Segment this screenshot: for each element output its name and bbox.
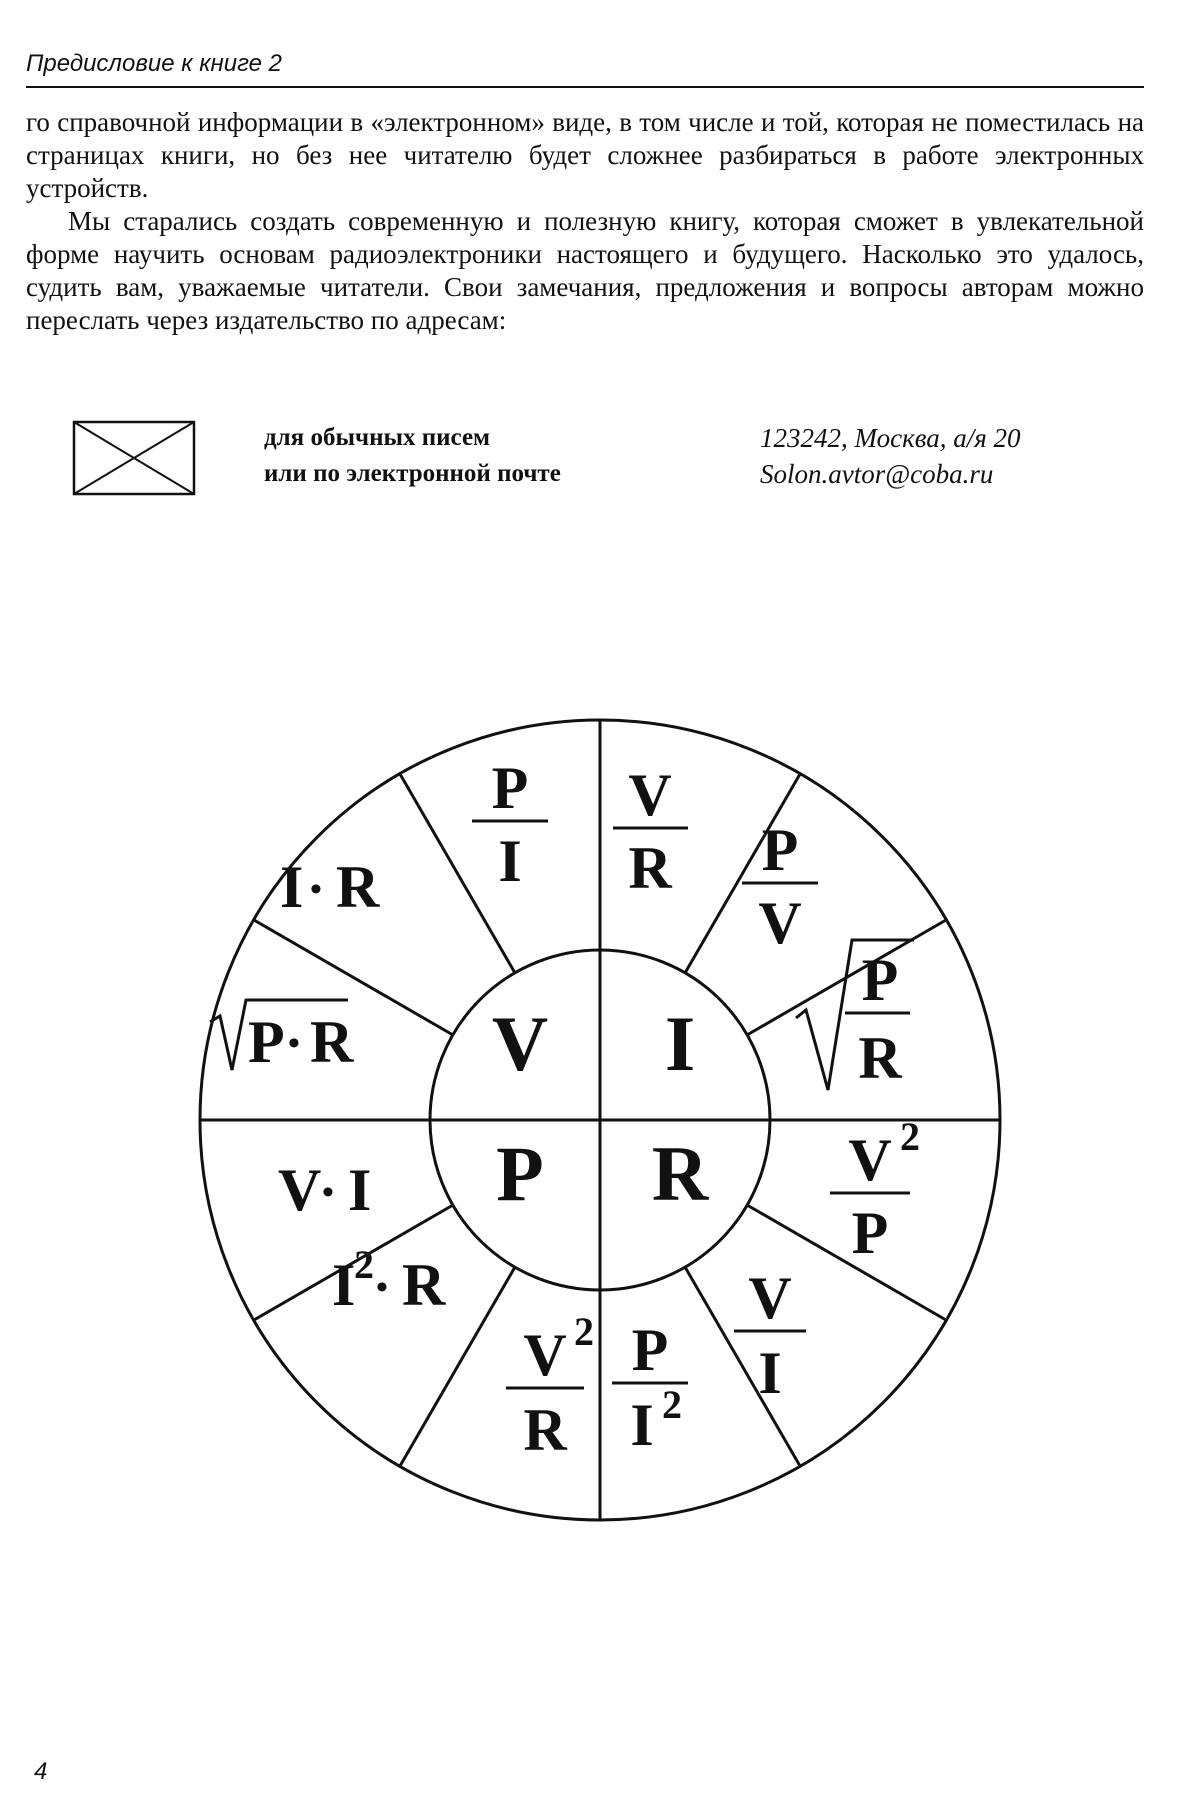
contact-values bbox=[760, 420, 1021, 492]
email-label: или по электронной почте bbox=[264, 460, 561, 487]
svg-text:V: V bbox=[848, 1127, 892, 1193]
svg-text:2: 2 bbox=[662, 1382, 682, 1427]
svg-text:V: V bbox=[278, 1157, 322, 1223]
svg-text:R: R bbox=[628, 835, 672, 901]
formula-v-squared-over-r bbox=[506, 1309, 594, 1463]
svg-text:P: P bbox=[248, 1009, 285, 1075]
svg-text:I: I bbox=[498, 828, 522, 894]
svg-text:R: R bbox=[523, 1397, 567, 1463]
svg-text:V: V bbox=[628, 762, 672, 828]
running-header: Предисловие к книге 2 bbox=[26, 50, 283, 77]
svg-text:•: • bbox=[376, 1269, 388, 1306]
center-power: P bbox=[496, 1130, 544, 1217]
svg-text:R: R bbox=[858, 1025, 902, 1091]
formula-v-over-r bbox=[613, 762, 688, 901]
svg-text:P: P bbox=[861, 947, 899, 1013]
formula-v-squared-over-p bbox=[830, 1114, 920, 1266]
ohms-law-wheel bbox=[180, 700, 1020, 1540]
formula-p-over-i-squared bbox=[612, 1317, 688, 1458]
center-resistance: R bbox=[651, 1130, 709, 1217]
svg-text:I: I bbox=[630, 1392, 654, 1458]
svg-text:2: 2 bbox=[354, 1242, 374, 1287]
page-number: 4 bbox=[34, 1758, 48, 1785]
formula-p-over-v bbox=[742, 817, 818, 956]
svg-text:I: I bbox=[280, 854, 304, 920]
svg-text:I: I bbox=[758, 1340, 782, 1406]
postal-address: 123242, Москва, а/я 20 bbox=[760, 423, 1021, 453]
paragraph-2: Мы старались создать современную и полезную книгу, которая сможет в увлекательной форме научить основам радиоэлектроники настоящего и будущего. Насколько это удалось, судить вам, уважаемые читатели. Свои замечания, предложения и вопросы авторам можно переслать через издательство по адресам: bbox=[26, 206, 1144, 335]
formula-sqrt-p-over-r bbox=[796, 940, 914, 1091]
svg-text:R: R bbox=[402, 1252, 446, 1318]
svg-text:2: 2 bbox=[574, 1309, 594, 1354]
email-address[interactable]: Solon.avtor@coba.ru bbox=[760, 459, 994, 489]
postal-label: для обычных писем bbox=[264, 424, 491, 451]
svg-text:P: P bbox=[631, 1317, 669, 1383]
svg-text:I: I bbox=[348, 1157, 372, 1223]
svg-text:2: 2 bbox=[900, 1114, 920, 1159]
svg-text:V: V bbox=[523, 1322, 567, 1388]
formula-sqrt-p-times-r bbox=[210, 1000, 354, 1075]
svg-text:•: • bbox=[310, 871, 322, 908]
svg-text:V: V bbox=[758, 890, 802, 956]
svg-text:R: R bbox=[310, 1009, 354, 1075]
body-text bbox=[26, 106, 1144, 337]
svg-text:R: R bbox=[336, 854, 380, 920]
svg-text:•: • bbox=[322, 1174, 334, 1211]
svg-text:V: V bbox=[748, 1265, 792, 1331]
formula-v-over-i bbox=[734, 1265, 806, 1406]
svg-text:P: P bbox=[851, 1200, 889, 1266]
paragraph-1: го справочной информации в «электронном» виде, в том числе и той, которая не поместилась на страницах книги, но без нее читателю будет сложнее разбираться в работе электронных устройств. bbox=[26, 107, 1144, 203]
svg-text:I: I bbox=[332, 1252, 356, 1318]
svg-text:P: P bbox=[761, 817, 799, 883]
center-current: I bbox=[664, 1000, 696, 1087]
formula-p-over-i bbox=[472, 755, 548, 894]
center-voltage: V bbox=[491, 1000, 549, 1087]
formula-v-times-i bbox=[278, 1157, 371, 1223]
envelope-icon bbox=[72, 420, 196, 496]
formula-i-times-r bbox=[280, 854, 380, 920]
header-rule bbox=[26, 86, 1144, 88]
contact-labels bbox=[264, 420, 561, 492]
svg-text:•: • bbox=[288, 1025, 300, 1062]
svg-text:P: P bbox=[491, 755, 529, 821]
formula-i-squared-times-r bbox=[332, 1242, 446, 1318]
